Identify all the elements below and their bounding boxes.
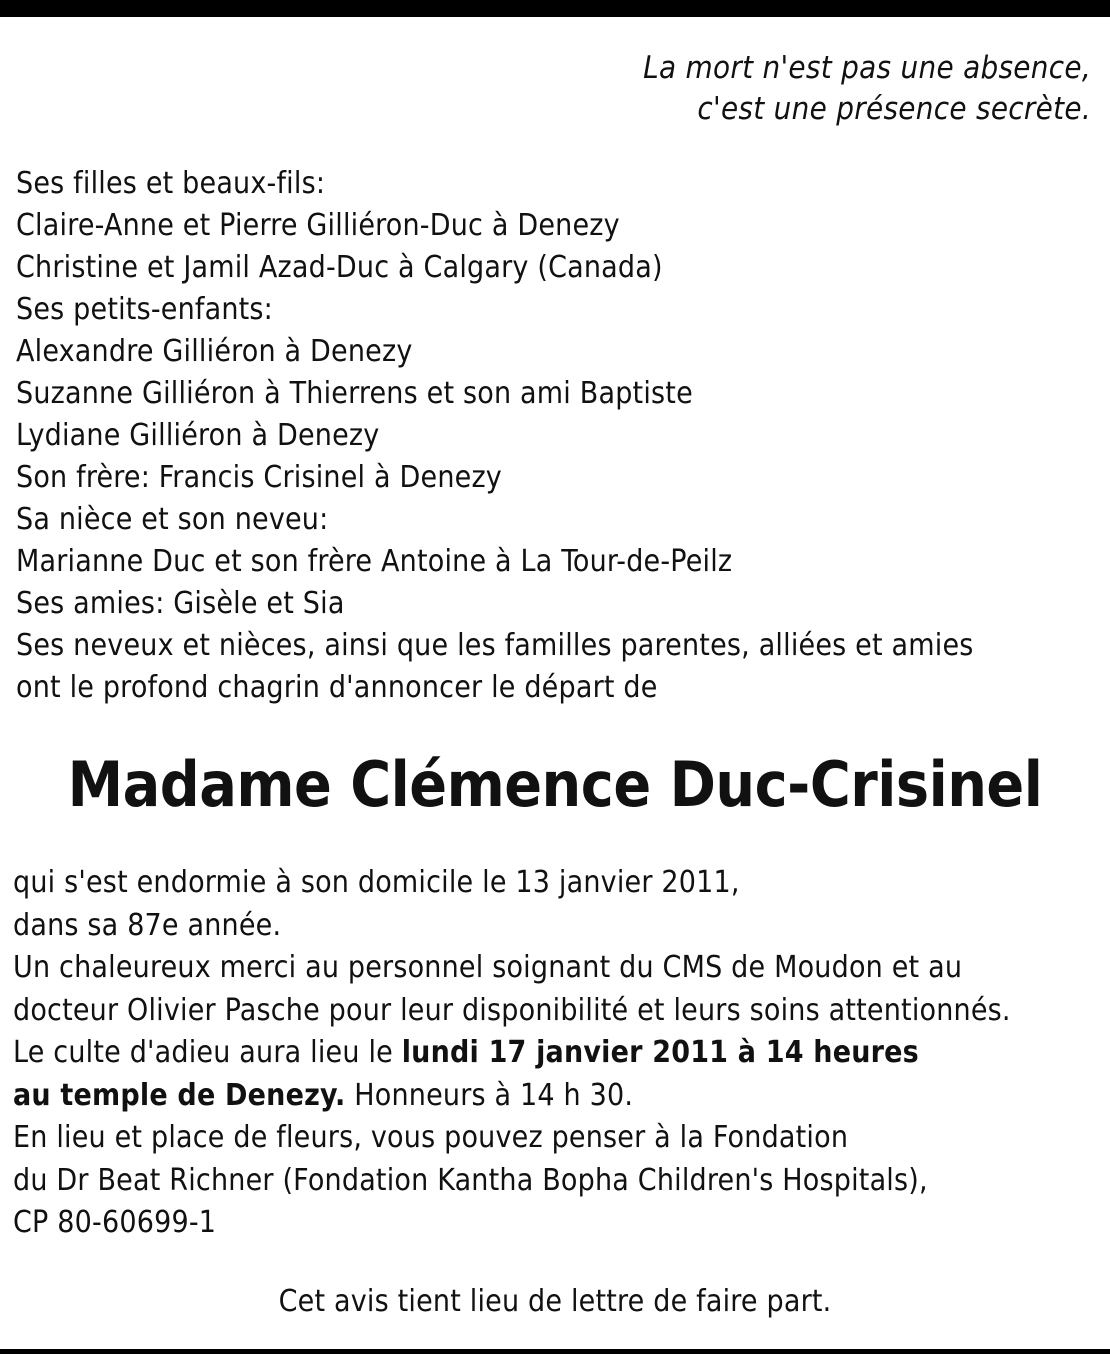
- family-line: Ses amies: Gisèle et Sia: [16, 586, 345, 621]
- quote-line-1: La mort n'est pas une absence,: [643, 50, 1091, 86]
- ceremony-location: au temple de Denezy.: [13, 1077, 346, 1113]
- epigraph-quote: [643, 48, 1091, 130]
- family-line: Lydiane Gilliéron à Denezy: [16, 418, 380, 453]
- family-line: ont le profond chagrin d'annoncer le départ de: [16, 670, 658, 705]
- family-line: Marianne Duc et son frère Antoine à La Tour-de-Peilz: [16, 544, 733, 579]
- details-line: qui s'est endormie à son domicile le 13 janvier 2011,: [13, 865, 740, 900]
- ceremony-intro: Le culte d'adieu aura lieu le: [13, 1035, 402, 1070]
- family-line: Ses petits-enfants:: [16, 292, 273, 327]
- family-line: Sa nièce et son neveu:: [16, 502, 329, 537]
- details-block: [13, 862, 1011, 1245]
- family-list: [16, 163, 974, 709]
- quote-line-2: c'est une présence secrète.: [697, 91, 1091, 127]
- family-line: Ses neveux et nièces, ainsi que les familles parentes, alliées et amies: [16, 628, 974, 663]
- details-line: Un chaleureux merci au personnel soignant du CMS de Moudon et au: [13, 950, 963, 985]
- family-line: Claire-Anne et Pierre Gilliéron-Duc à Denezy: [16, 208, 620, 243]
- family-line: Christine et Jamil Azad-Duc à Calgary (Canada): [16, 250, 663, 285]
- family-line: Alexandre Gilliéron à Denezy: [16, 334, 413, 369]
- family-line: Ses filles et beaux-fils:: [16, 166, 326, 201]
- bottom-border: [0, 1349, 1110, 1354]
- family-line: Son frère: Francis Crisinel à Denezy: [16, 460, 502, 495]
- honours-time: Honneurs à 14 h 30.: [345, 1077, 634, 1113]
- top-border: [0, 0, 1110, 17]
- details-line: En lieu et place de fleurs, vous pouvez penser à la Fondation: [13, 1120, 849, 1155]
- postal-account: CP 80-60699-1: [13, 1205, 217, 1240]
- details-line: docteur Olivier Pasche pour leur disponibilité et leurs soins attentionnés.: [13, 992, 1011, 1028]
- details-line: du Dr Beat Richner (Fondation Kantha Bopha Children's Hospitals),: [13, 1162, 928, 1198]
- deceased-name: Madame Clémence Duc-Crisinel: [67, 748, 1043, 821]
- ceremony-location-line: [13, 1075, 1011, 1118]
- ceremony-line: [13, 1032, 1011, 1075]
- ceremony-date: lundi 17 janvier 2011 à 14 heures: [401, 1035, 919, 1070]
- details-line: dans sa 87e année.: [13, 907, 282, 943]
- family-line: Suzanne Gilliéron à Thierrens et son ami Baptiste: [16, 376, 693, 411]
- footer-notice: Cet avis tient lieu de lettre de faire part.: [278, 1284, 832, 1319]
